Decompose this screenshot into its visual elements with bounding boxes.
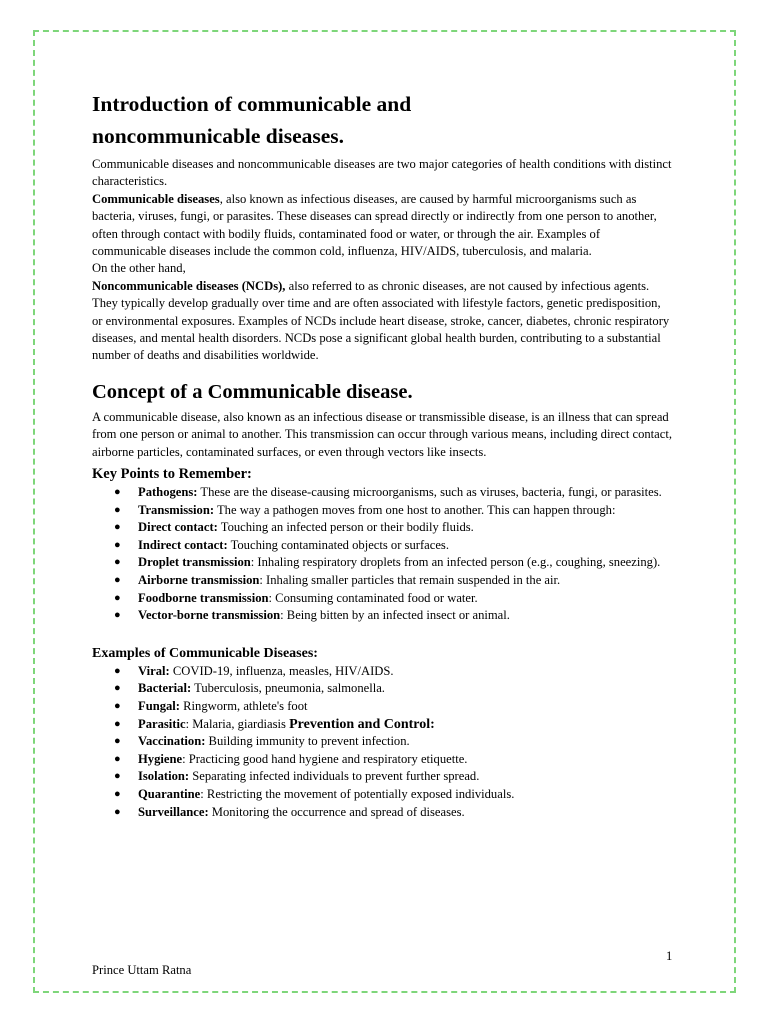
item-term: Airborne transmission: [138, 573, 260, 588]
item-text: Monitoring the occurrence and spread of diseases.: [208, 804, 465, 819]
bullet-icon: ●: [114, 556, 121, 569]
item-text: These are the disease-causing microorganisms, such as viruses, bacteria, fungi, or parasites.: [197, 485, 662, 500]
bullet-icon: ●: [114, 538, 121, 551]
item-text: : Inhaling respiratory droplets from an infected person (e.g., coughing, sneezing).: [250, 555, 661, 570]
item-term: Pathogens:: [138, 485, 198, 500]
item-term: Transmission:: [138, 502, 215, 517]
item-text: Ringworm, athlete's foot: [180, 699, 308, 714]
communicable-paragraph: [92, 191, 672, 261]
list-item: [92, 537, 672, 555]
bullet-icon: ●: [114, 591, 121, 604]
list-item: [92, 590, 672, 608]
list-item: [92, 768, 672, 786]
concept-paragraph: A communicable disease, also known as an infectious disease or transmissible disease, is an illness that can spread from one person or animal to another. This transmission can occur through various means, including direct contact, airborne particles, contaminated surfaces, or even through vectors like insects.: [92, 409, 672, 459]
item-term: Quarantine: [138, 787, 201, 801]
bullet-icon: ●: [114, 664, 121, 677]
key-points-heading: Key Points to Remember:: [92, 466, 252, 483]
bullet-icon: ●: [114, 486, 121, 499]
item-term: Isolation:: [138, 769, 190, 784]
item-term: Fungal:: [138, 699, 180, 714]
document-title: Introduction of communicable and noncommunicable diseases.: [92, 92, 412, 148]
document-body: [92, 88, 672, 821]
bullet-icon: ●: [114, 682, 121, 695]
bullet-icon: ●: [114, 503, 121, 516]
page-number: 1: [666, 949, 673, 963]
item-text: The way a pathogen moves from one host to another. This can happen through:: [214, 502, 616, 517]
item-term: Viral:: [138, 663, 170, 678]
item-term: Vaccination:: [138, 734, 206, 749]
key-points-list: [92, 484, 672, 625]
list-item: [92, 519, 672, 537]
item-term: Bacterial:: [138, 681, 192, 696]
bullet-icon: ●: [114, 700, 121, 713]
bullet-icon: ●: [114, 770, 121, 783]
list-item: [92, 663, 672, 681]
examples-list: [92, 663, 672, 821]
list-item: [92, 484, 672, 502]
intro-paragraph: Communicable diseases and noncommunicable diseases are two major categories of health conditions with distinct characteristics.: [92, 157, 672, 189]
concept-heading: Concept of a Communicable disease.: [92, 380, 413, 403]
item-term: Foodborne transmission: [138, 590, 269, 605]
item-term: Droplet transmission: [138, 555, 251, 570]
item-text: : Consuming contaminated food or water.: [268, 590, 478, 605]
prevention-heading: Prevention and Control:: [289, 716, 435, 732]
item-term: Vector-borne transmission: [138, 608, 281, 623]
item-term: Hygiene: [138, 751, 183, 766]
bullet-icon: ●: [114, 735, 121, 748]
list-item: [92, 804, 672, 822]
bullet-icon: ●: [114, 805, 121, 818]
bullet-icon: ●: [114, 574, 121, 587]
list-item: [92, 607, 672, 625]
communicable-term: Communicable diseases: [92, 191, 220, 206]
noncommunicable-paragraph: [92, 278, 672, 365]
item-text: : Being bitten by an infected insect or animal.: [280, 608, 510, 623]
list-item: [92, 680, 672, 698]
bullet-icon: ●: [114, 609, 121, 622]
bullet-icon: ●: [114, 521, 121, 534]
examples-heading: Examples of Communicable Diseases:: [92, 645, 318, 661]
item-text: Building immunity to prevent infection.: [205, 734, 410, 749]
bullet-icon: ●: [114, 788, 121, 800]
item-text: COVID-19, influenza, measles, HIV/AIDS.: [169, 663, 394, 678]
list-item: [92, 698, 672, 716]
list-item: [92, 572, 672, 590]
list-item: [92, 751, 672, 769]
item-term: Surveillance:: [138, 804, 209, 819]
list-item: [92, 786, 672, 804]
item-text: : Restricting the movement of potentially exposed individuals.: [200, 787, 515, 801]
item-term: Direct contact:: [138, 520, 218, 535]
item-text: Tuberculosis, pneumonia, salmonella.: [191, 681, 385, 696]
communicable-text: , also known as infectious diseases, are caused by harmful microorganisms such as bacteria, viruses, fungi, or parasites. These diseases can spread directly or indirectly from one person to another, often through contact with bodily fluids, contaminated food or water, or through the air. Examples of communicable diseases include the common cold, influenza, HIV/AIDS, tuberculosis, and malaria.: [92, 191, 657, 259]
item-text: : Practicing good hand hygiene and respiratory etiquette.: [182, 751, 468, 766]
item-text: Touching contaminated objects or surfaces.: [227, 537, 449, 552]
item-term: Parasitic: [138, 716, 186, 731]
list-item: [92, 502, 672, 520]
list-item: [92, 733, 672, 751]
other-hand-line: On the other hand,: [92, 261, 186, 276]
noncommunicable-text: also referred to as chronic diseases, are not caused by infectious agents. They typically develop gradually over time and are often associated with lifestyle factors, genetic predisposition, or environmental exposures. Examples of NCDs include heart disease, stroke, cancer, diabetes, chronic respiratory diseases, and mental health disorders. NCDs pose a significant global health burden, contributing to a substantial number of deaths and disabilities worldwide.: [92, 278, 670, 363]
item-text: Separating infected individuals to prevent further spread.: [189, 769, 480, 784]
list-item: [92, 554, 672, 572]
footer-author: Prince Uttam Ratna: [92, 963, 192, 977]
item-term: Indirect contact:: [138, 537, 228, 552]
item-text: : Malaria, giardiasis: [185, 716, 290, 731]
bullet-icon: ●: [114, 717, 121, 730]
item-text: Touching an infected person or their bodily fluids.: [217, 520, 474, 535]
list-item: [92, 716, 672, 734]
item-text: : Inhaling smaller particles that remain suspended in the air.: [259, 573, 561, 588]
noncommunicable-term: Noncommunicable diseases (NCDs),: [92, 278, 286, 293]
bullet-icon: ●: [114, 752, 121, 765]
